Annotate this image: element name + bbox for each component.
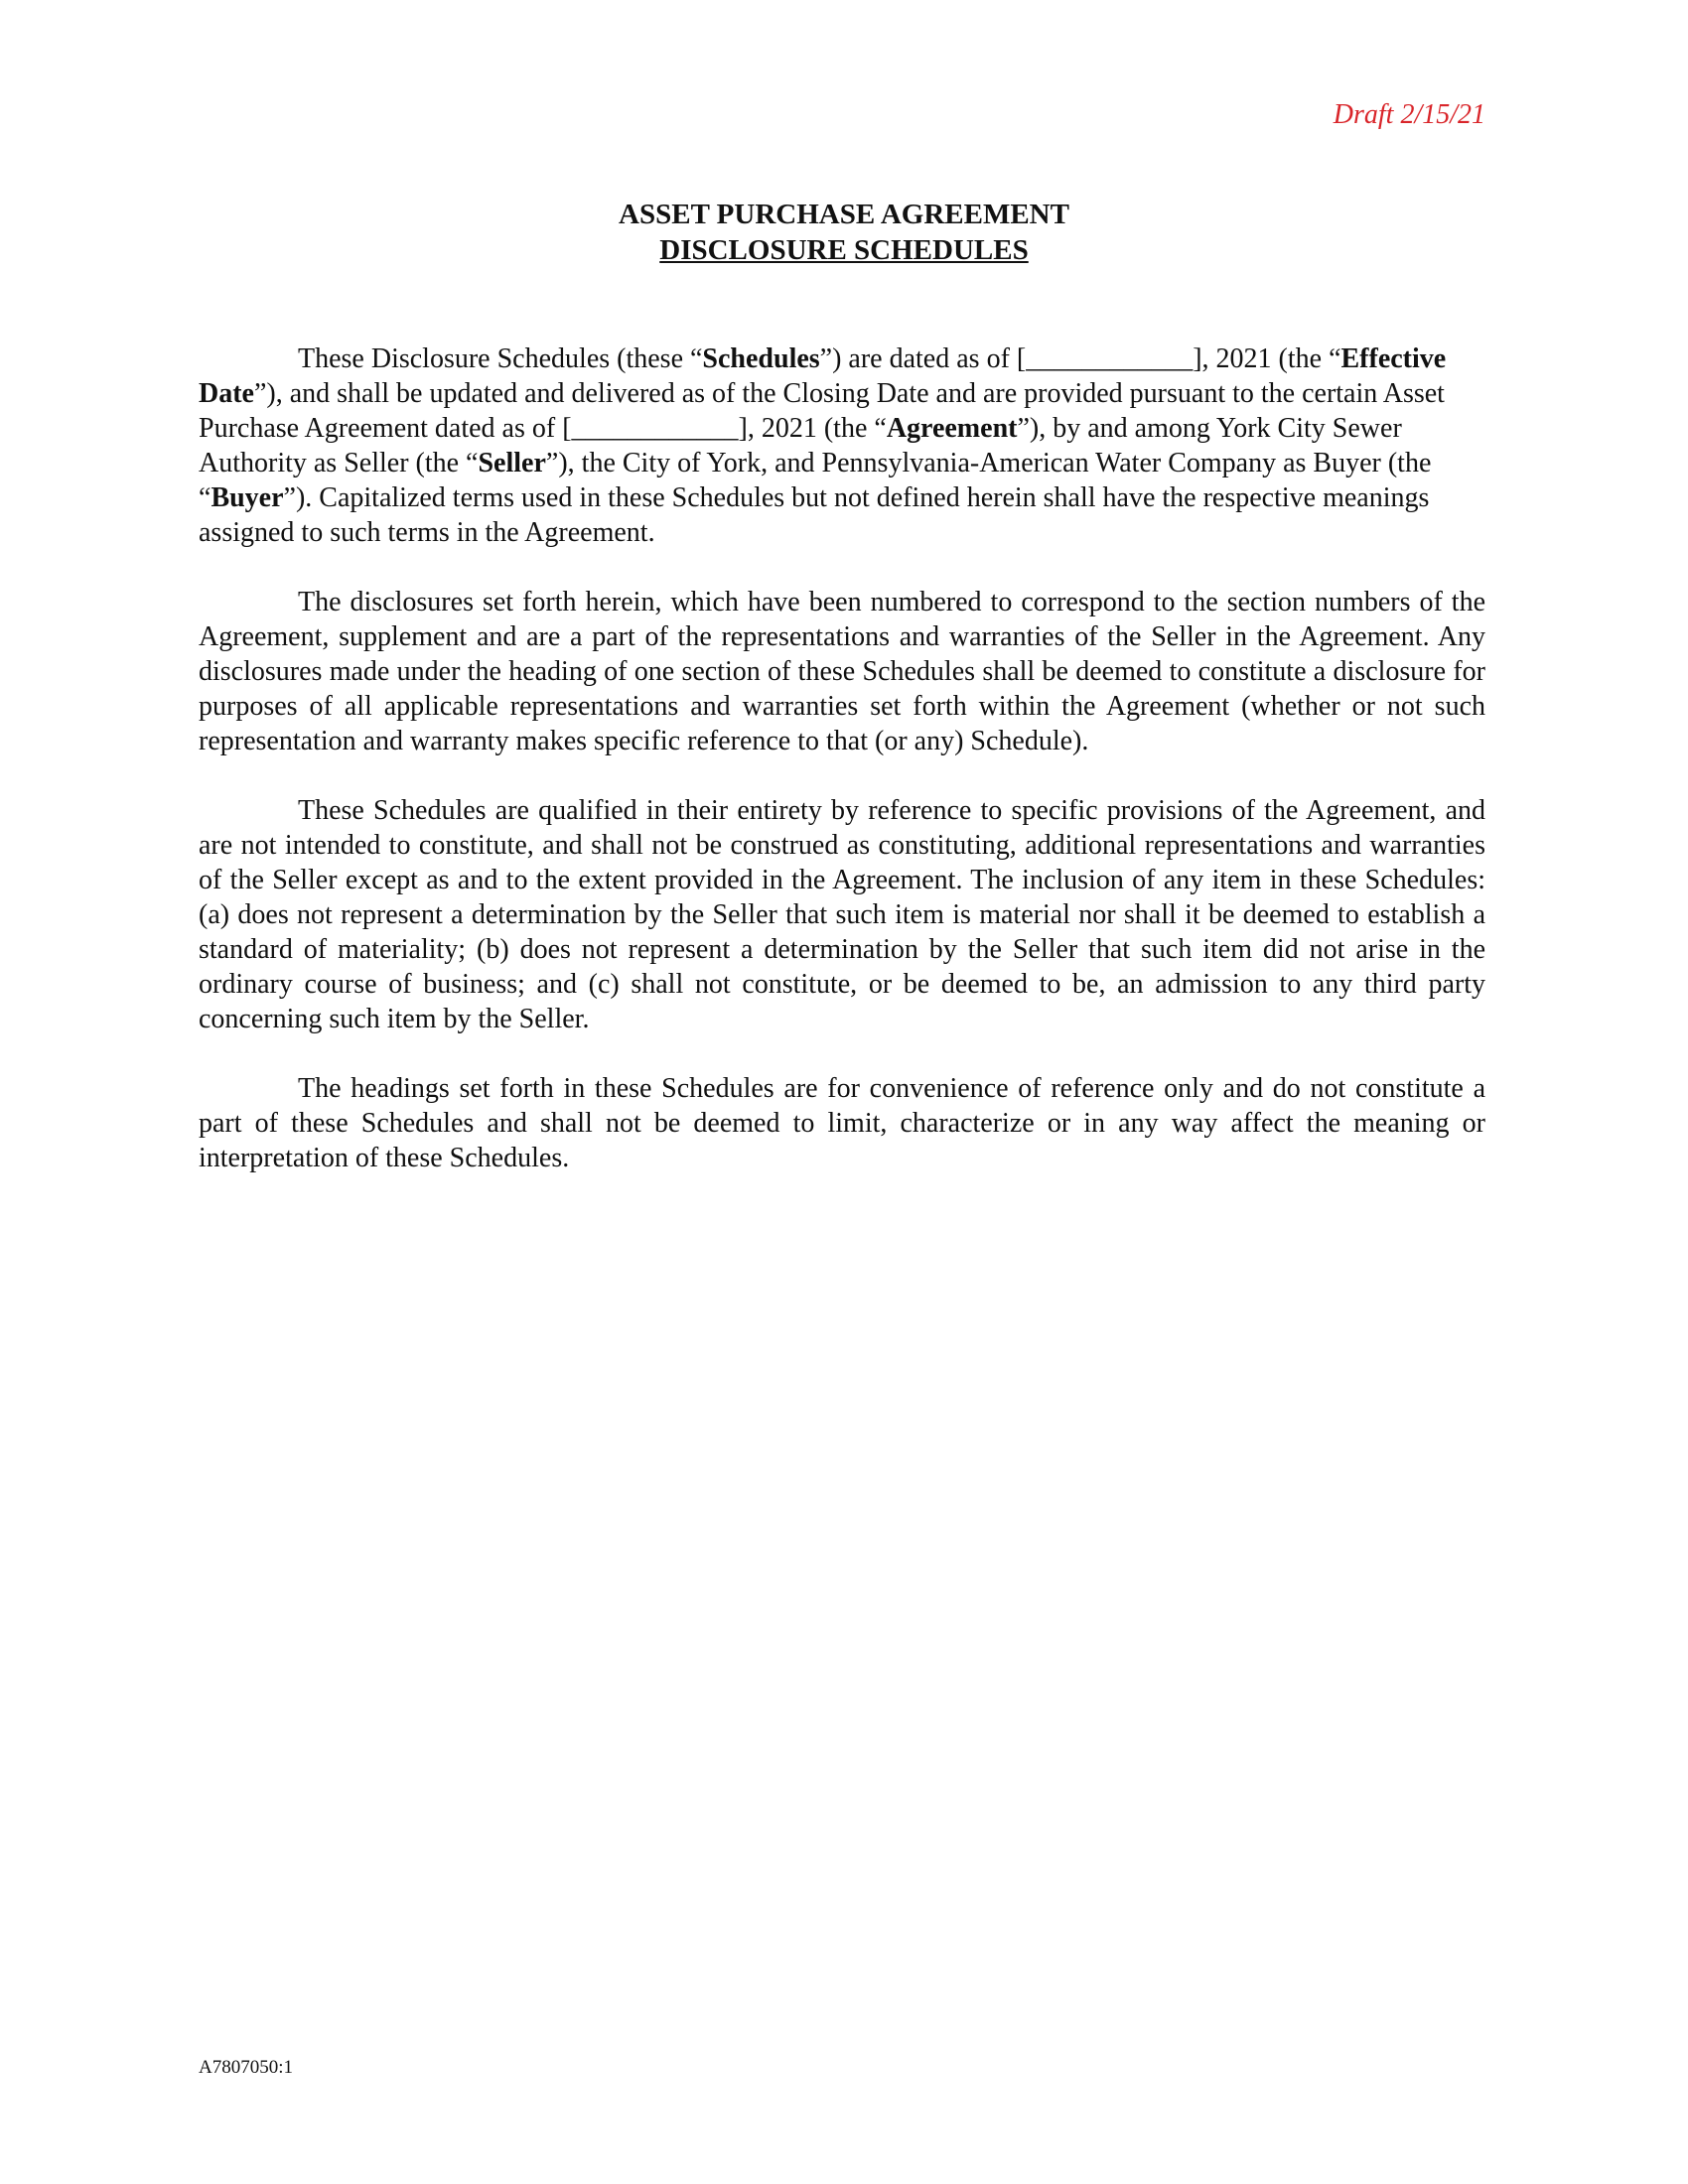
paragraph-qualification: These Schedules are qualified in their entirety by reference to specific provisions of the Agreement, and are not intended to constitute, and shall not be construed as constituting, additional representations and warranties of the Seller except as and to the extent provided in the Agreement. The inclusion of any item in these Schedules: (a) does not represent a determination by the Seller that such item is material nor shall it be deemed to establish a standard of materiality; (b) does not represent a determination by the Seller that such item did not arise in the ordinary course of business; and (c) shall not constitute, or be deemed to be, an admission to any third party concerning such item by the Seller. — [199, 795, 1485, 1034]
draft-stamp: Draft 2/15/21 — [1333, 99, 1485, 130]
document-title — [199, 197, 1489, 268]
text-run: ”), by and among York City Sewer Authority as Seller (the “ — [199, 413, 1402, 478]
defined-term-effective-date: Effective Date — [199, 343, 1447, 409]
defined-term-schedules: Schedules — [702, 343, 820, 374]
document-id: A7807050:1 — [199, 2057, 293, 2078]
paragraph-headings: The headings set forth in these Schedules are for convenience of reference only and do not constitute a part of these Schedules and shall not be deemed to limit, characterize or in any way affect the meaning or interpretation of these Schedules. — [199, 1073, 1485, 1173]
paragraph-intro — [199, 341, 1485, 550]
defined-term-agreement: Agreement — [886, 413, 1018, 444]
text-run: ”), and shall be updated and delivered as of the Closing Date and are provided pursuant to the certain Asset Purchase Agreement dated as of [____________], 2021 (the “ — [199, 378, 1445, 444]
document-body — [199, 341, 1485, 1210]
paragraph-disclosures: The disclosures set forth herein, which have been numbered to correspond to the section numbers of the Agreement, supplement and are a part of the representations and warranties of the Seller in the Agreement. Any disclosures made under the heading of one section of these Schedules shall be deemed to constitute a disclosure for purposes of all applicable representations and warranties set forth within the Agreement (whether or not such representation and warranty makes specific reference to that (or any) Schedule). — [199, 587, 1485, 756]
text-run: These Disclosure Schedules (these “ — [298, 343, 703, 374]
defined-term-buyer: Buyer — [211, 482, 284, 513]
text-run: ”). Capitalized terms used in these Schedules but not defined herein shall have the respective meanings assigned to such terms in the Agreement. — [199, 482, 1430, 548]
text-run: ”), the City of York, and Pennsylvania-American Water Company as Buyer (the “ — [199, 448, 1432, 513]
title-line-1: ASSET PURCHASE AGREEMENT — [619, 199, 1069, 230]
title-line-2: DISCLOSURE SCHEDULES — [659, 234, 1029, 266]
defined-term-seller: Seller — [478, 448, 546, 478]
text-run: ”) are dated as of [____________], 2021 (the “ — [819, 343, 1341, 374]
